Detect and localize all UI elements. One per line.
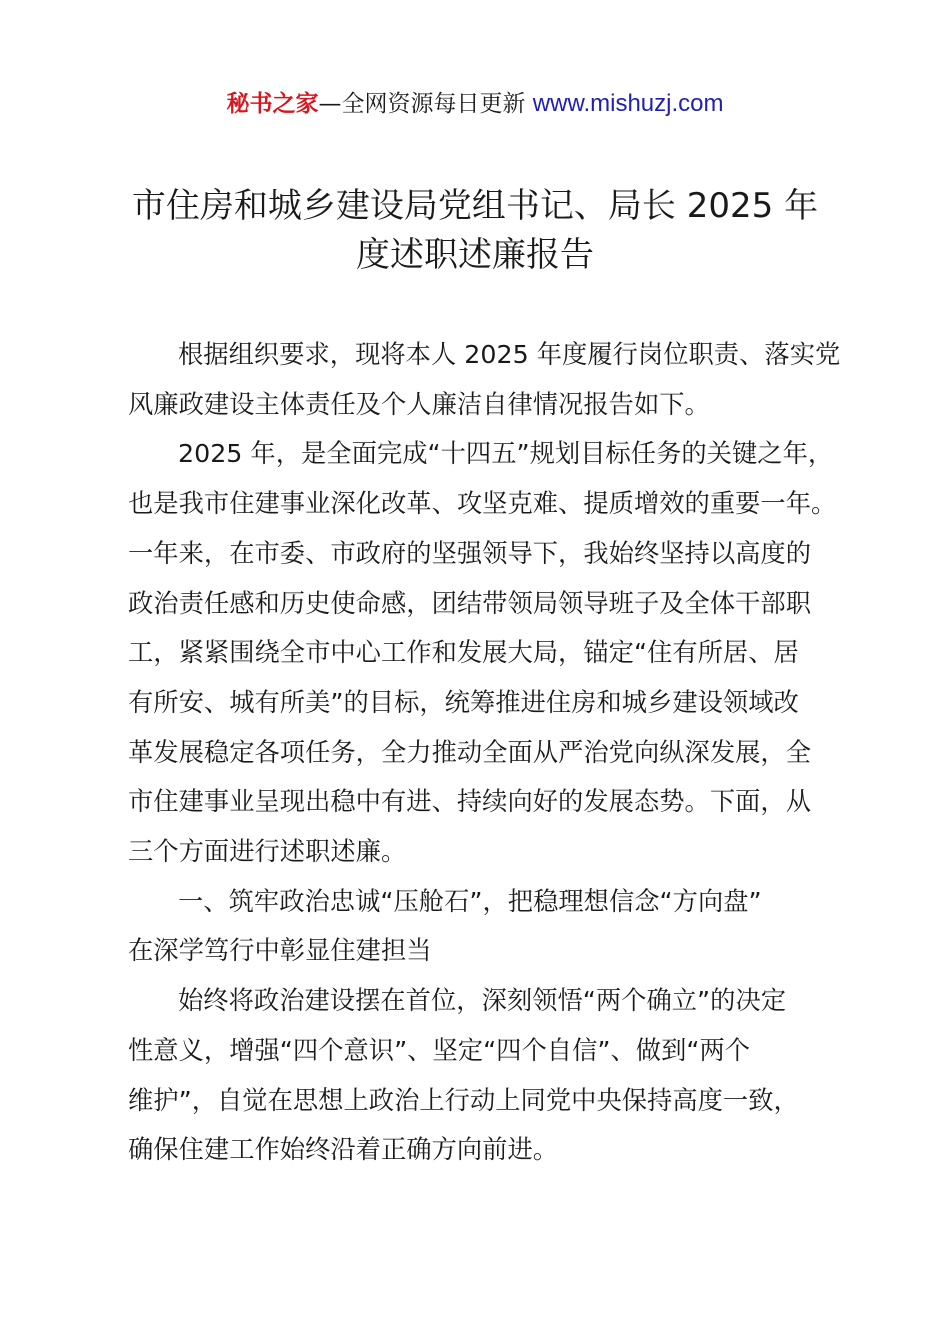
header-tagline: —全网资源每日更新 (318, 91, 533, 117)
paragraph-intro (128, 330, 840, 429)
site-url[interactable]: www.mishuzj.com (532, 90, 724, 117)
paragraph-political (128, 976, 840, 1175)
text-line: 风廉政建设主体责任及个人廉洁自律情况报告如下。 (128, 389, 710, 419)
document-body (128, 330, 840, 1175)
brand-name: 秘书之家 (226, 91, 319, 117)
text-line: 始终将政治建设摆在首位，深刻领悟“两个确立”的决定 (178, 986, 787, 1016)
document-title (110, 182, 840, 280)
text-line: 革发展稳定各项任务，全力推动全面从严治党向纵深发展，全 (128, 737, 812, 767)
text-line: 也是我市住建事业深化改革、攻坚克难、提质增效的重要一年。 (128, 489, 837, 519)
site-header (0, 86, 950, 122)
text-line: 政治责任感和历史使命感，团结带领局领导班子及全体干部职 (128, 588, 812, 618)
heading-line: 在深学笃行中彰显住建担当 (128, 936, 432, 966)
title-line: 市住房和城乡建设局党组书记、局长 2025 年 (131, 186, 819, 226)
text-line: 一年来，在市委、市政府的坚强领导下，我始终坚持以高度的 (128, 538, 812, 568)
text-line: 维护”，自觉在思想上政治上行动上同党中央保持高度一致， (128, 1085, 799, 1115)
title-line: 度述职述廉报告 (356, 235, 594, 275)
text-line: 工，紧紧围绕全市中心工作和发展大局，锚定“住有所居、居 (128, 638, 799, 668)
section-heading-one (128, 877, 840, 976)
text-line: 三个方面进行述职述廉。 (128, 837, 407, 867)
text-line: 确保住建工作始终沿着正确方向前进。 (128, 1135, 559, 1165)
text-line: 市住建事业呈现出稳中有进、持续向好的发展态势。下面，从 (128, 787, 812, 817)
text-line: 根据组织要求，现将本人 2025 年度履行岗位职责、落实党 (178, 340, 841, 369)
text-line: 有所安、城有所美”的目标，统筹推进住房和城乡建设领域改 (128, 687, 799, 717)
paragraph-overview (128, 429, 840, 876)
text-line: 2025 年，是全面完成“十四五”规划目标任务的关键之年， (178, 439, 834, 469)
heading-line: 一、筑牢政治忠诚“压舱石”，把稳理想信念“方向盘” (178, 886, 762, 916)
text-line: 性意义，增强“四个意识”、坚定“四个自信”、做到“两个 (128, 1035, 751, 1065)
